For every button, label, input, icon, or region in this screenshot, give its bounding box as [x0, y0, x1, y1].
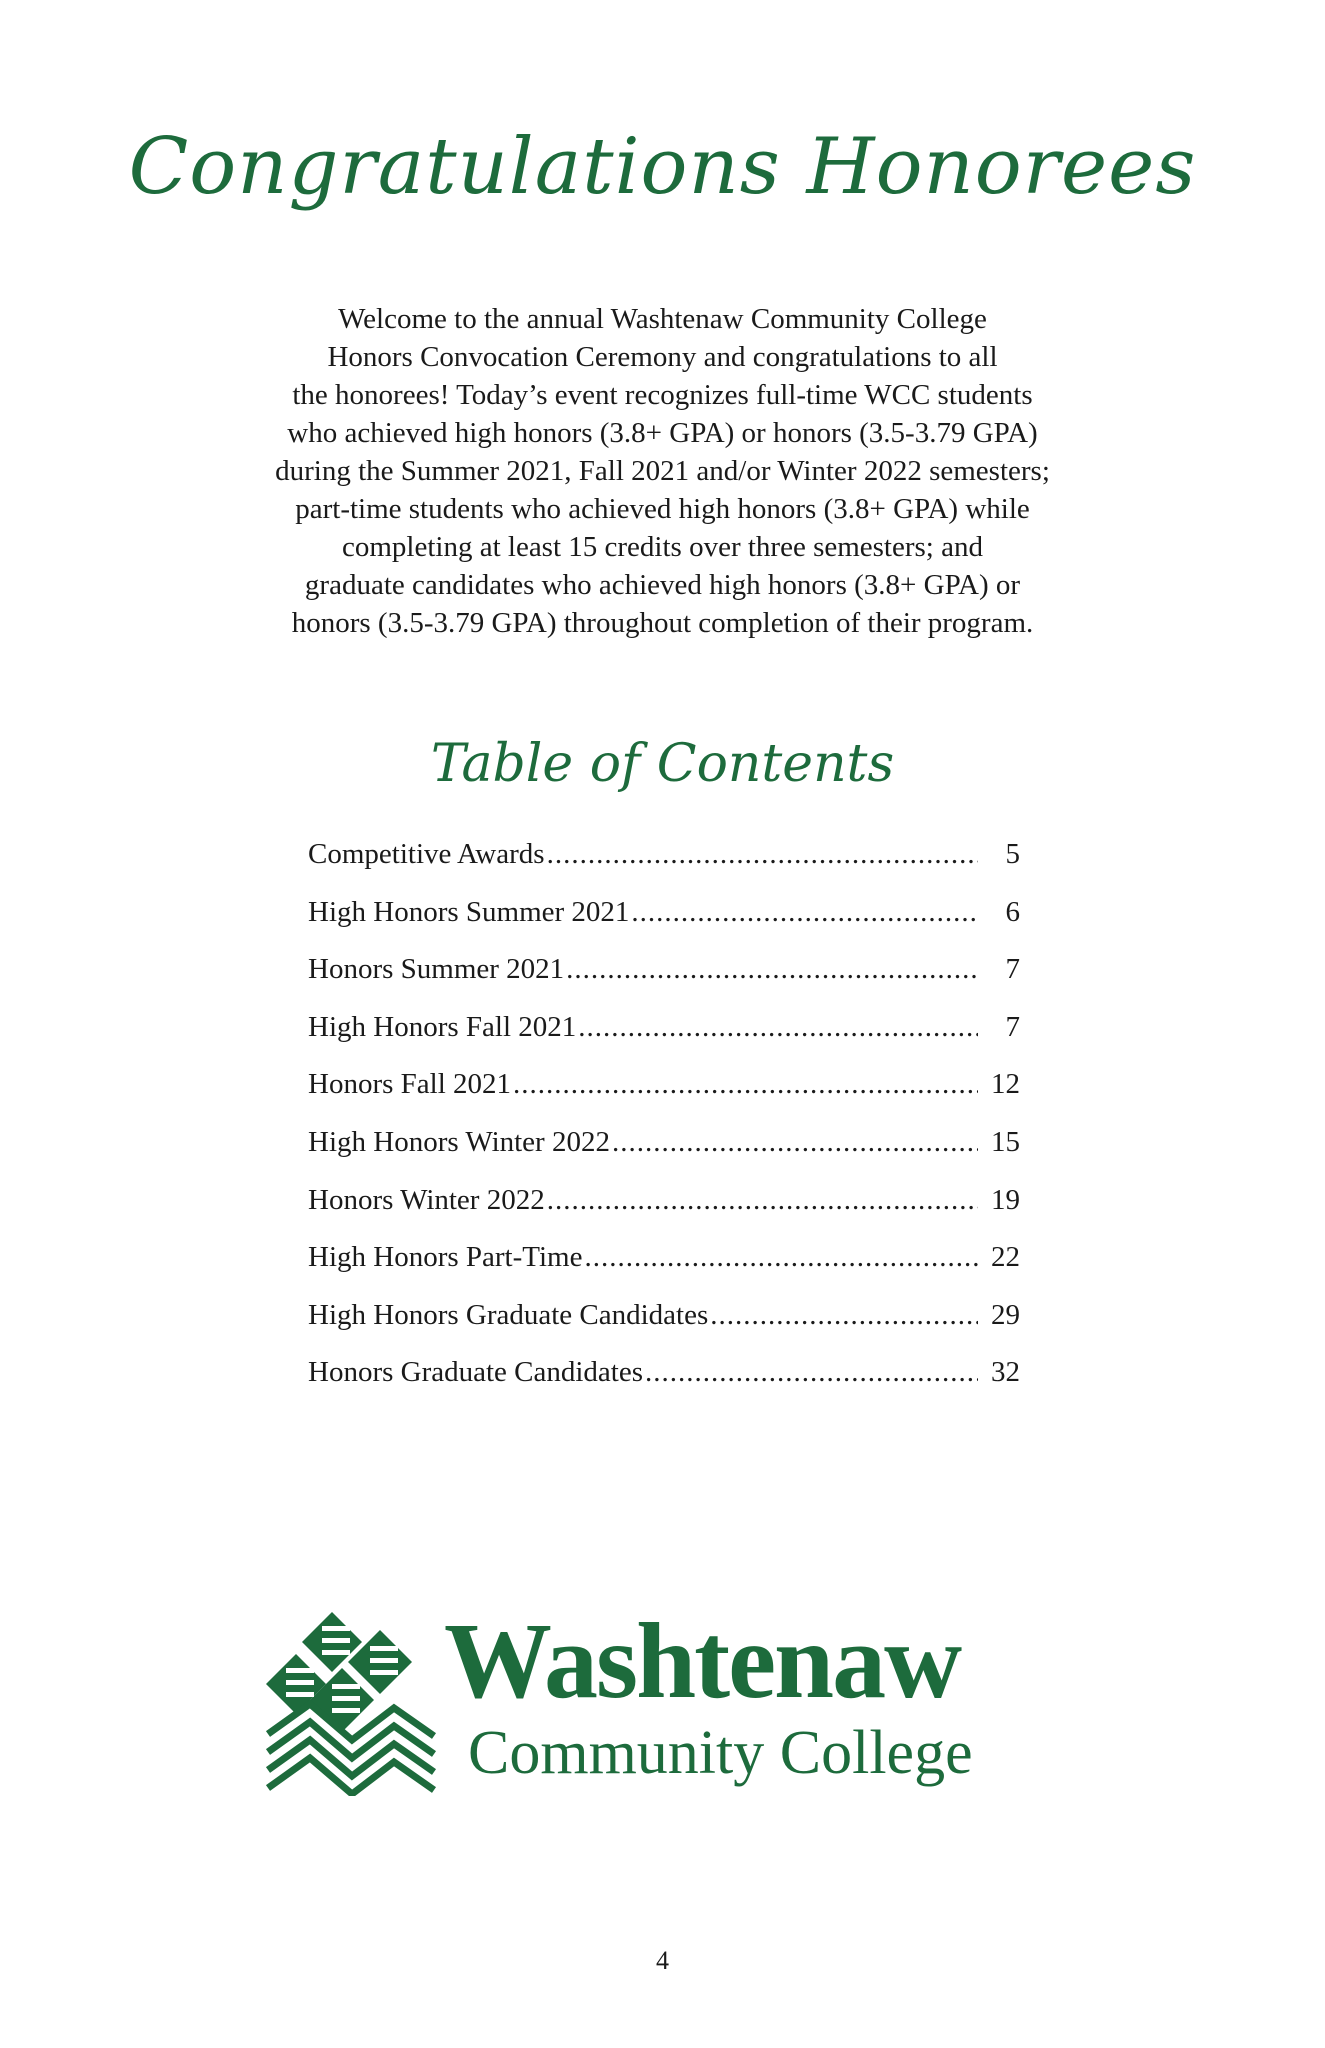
toc-entry-label: Honors Graduate Candidates	[308, 1356, 644, 1389]
intro-line: part-time students who achieved high honors (3.8+ GPA) while	[295, 493, 1030, 525]
toc-entry[interactable]	[308, 953, 1020, 1011]
toc-dot-leader	[566, 953, 978, 986]
toc-dot-leader	[710, 1299, 978, 1332]
toc-entry-page: 12	[991, 1068, 1020, 1101]
toc-entry-page: 5	[1005, 838, 1020, 870]
intro-line: Honors Convocation Ceremony and congratulations to all	[327, 341, 998, 373]
wcc-logo-mark-icon	[262, 1608, 440, 1796]
logo-name: Washtenaw	[444, 1602, 961, 1721]
toc-entry-label: High Honors Fall 2021	[308, 1010, 577, 1043]
toc-entry[interactable]	[308, 1126, 1020, 1184]
toc-entry-label: Competitive Awards	[308, 838, 545, 870]
toc-entry-page: 7	[1005, 953, 1020, 986]
toc-entry-page: 15	[991, 1125, 1020, 1158]
toc-entry-page: 29	[991, 1298, 1020, 1331]
intro-line: the honorees! Today’s event recognizes full-time WCC students	[292, 379, 1033, 411]
toc-dot-leader	[513, 1068, 978, 1101]
toc-dot-leader	[547, 1184, 978, 1217]
toc-entry-page: 19	[991, 1183, 1020, 1216]
college-logo	[262, 1602, 1062, 1808]
toc-entry-page: 32	[991, 1356, 1020, 1389]
intro-line: Welcome to the annual Washtenaw Community College	[338, 303, 987, 335]
toc-entry[interactable]	[308, 1011, 1020, 1069]
page-number: 4	[656, 1946, 669, 1975]
toc-entry[interactable]	[308, 1241, 1020, 1299]
table-of-contents	[308, 838, 1020, 1414]
toc-entry-label: High Honors Part-Time	[308, 1241, 583, 1274]
toc-heading: Table of Contents	[430, 734, 895, 794]
toc-entry[interactable]	[308, 838, 1020, 896]
toc-entry[interactable]	[308, 1184, 1020, 1242]
intro-line: during the Summer 2021, Fall 2021 and/or Winter 2022 semesters;	[275, 455, 1050, 487]
toc-dot-leader	[612, 1126, 978, 1159]
toc-entry-page: 7	[1005, 1010, 1020, 1043]
intro-paragraph	[150, 300, 1175, 642]
toc-entry-page: 6	[1005, 895, 1020, 928]
toc-dot-leader	[578, 1011, 978, 1044]
intro-line: honors (3.5-3.79 GPA) throughout completion of their program.	[291, 607, 1034, 639]
toc-entry-label: High Honors Graduate Candidates	[308, 1298, 709, 1331]
toc-entry-label: Honors Winter 2022	[308, 1183, 545, 1216]
toc-entry[interactable]	[308, 1068, 1020, 1126]
toc-entry[interactable]	[308, 1356, 1020, 1414]
toc-entry[interactable]	[308, 1299, 1020, 1357]
toc-dot-leader	[584, 1241, 978, 1274]
logo-subtitle: Community College	[468, 1719, 973, 1787]
toc-dot-leader	[547, 838, 978, 871]
toc-entry[interactable]	[308, 896, 1020, 954]
toc-entry-label: High Honors Winter 2022	[308, 1125, 610, 1158]
intro-line: who achieved high honors (3.8+ GPA) or honors (3.5-3.79 GPA)	[287, 417, 1038, 449]
toc-dot-leader	[645, 1356, 978, 1389]
intro-line: completing at least 15 credits over three semesters; and	[341, 531, 983, 563]
toc-entry-label: High Honors Summer 2021	[308, 895, 630, 928]
page-title: Congratulations Honorees	[128, 122, 1197, 212]
toc-entry-page: 22	[991, 1241, 1020, 1274]
toc-entry-label: Honors Fall 2021	[308, 1068, 511, 1101]
toc-dot-leader	[631, 896, 978, 929]
intro-line: graduate candidates who achieved high honors (3.8+ GPA) or	[304, 569, 1021, 601]
toc-entry-label: Honors Summer 2021	[308, 953, 565, 986]
